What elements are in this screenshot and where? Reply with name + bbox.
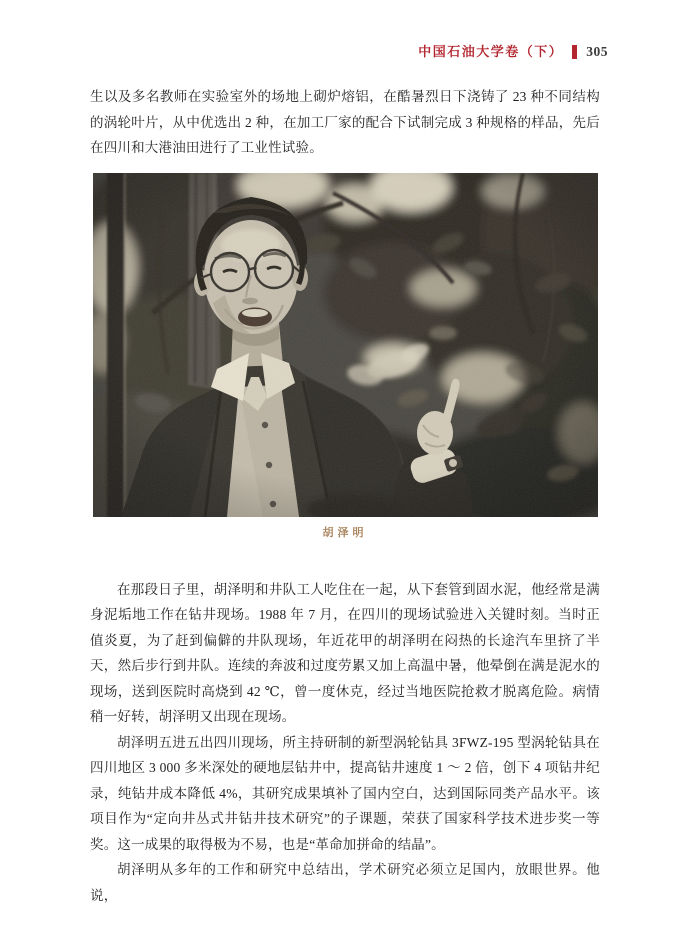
photo-caption: 胡泽明 [322,526,368,539]
body-paragraph-2: 在那段日子里，胡泽明和井队工人吃住在一起，从下套管到固水泥，他经常是满身泥垢地工作在钻井现场。1988 年 7 月，在四川的现场试验进入关键时刻。当时正值炎夏，为了赶到偏僻的井队现场，年近花甲的胡泽明在闷热的长途汽车里挤了半天，然后步行到井队。连续的奔波和过度劳累又加上高温中暑，他晕倒在满是泥水的现场，送到医院时高烧到 42 ℃，曾一度休克，经过当地医院抢救才脱离危险。病情稍一好转，胡泽明又出现在现场。 [90,581,600,724]
running-head-title: 中国石油大学卷（下） [418,44,564,59]
page-number: 305 [586,44,608,59]
portrait-photo-image [93,173,598,517]
text-column [90,84,600,908]
portrait-figure [93,173,598,541]
body-paragraph-4: 胡泽明从多年的工作和研究中总结出，学术研究必须立足国内，放眼世界。他说， [90,862,600,903]
portrait-photo [93,173,598,517]
body-paragraph-3: 胡泽明五进五出四川现场，所主持研制的新型涡轮钻具 3FWZ-195 型涡轮钻具在四川地区 3 000 多米深处的硬地层钻井中，提高钻井速度 1 ～ 2 倍，创下 4 项钻井纪录，纯钻井成本降低 4%，其研究成果填补了国内空白，达到国际同类产品水平。该项目作为“定向井丛式井钻井技术研究”的子课题，荣获了国家科学技术进步奖一等奖。这一成果的取得极为不易，也是“革命加拼命的结晶”。 [90,734,600,852]
body-paragraph-1: 生以及多名教师在实验室外的场地上砌炉熔铝，在酷暑烈日下浇铸了 23 种不同结构的涡轮叶片，从中优选出 2 种，在加工厂家的配合下试制完成 3 种规格的样品，先后在四川和大港油田进行了工业性试验。 [90,89,600,155]
page-number-divider [572,45,577,59]
running-head [418,44,608,60]
